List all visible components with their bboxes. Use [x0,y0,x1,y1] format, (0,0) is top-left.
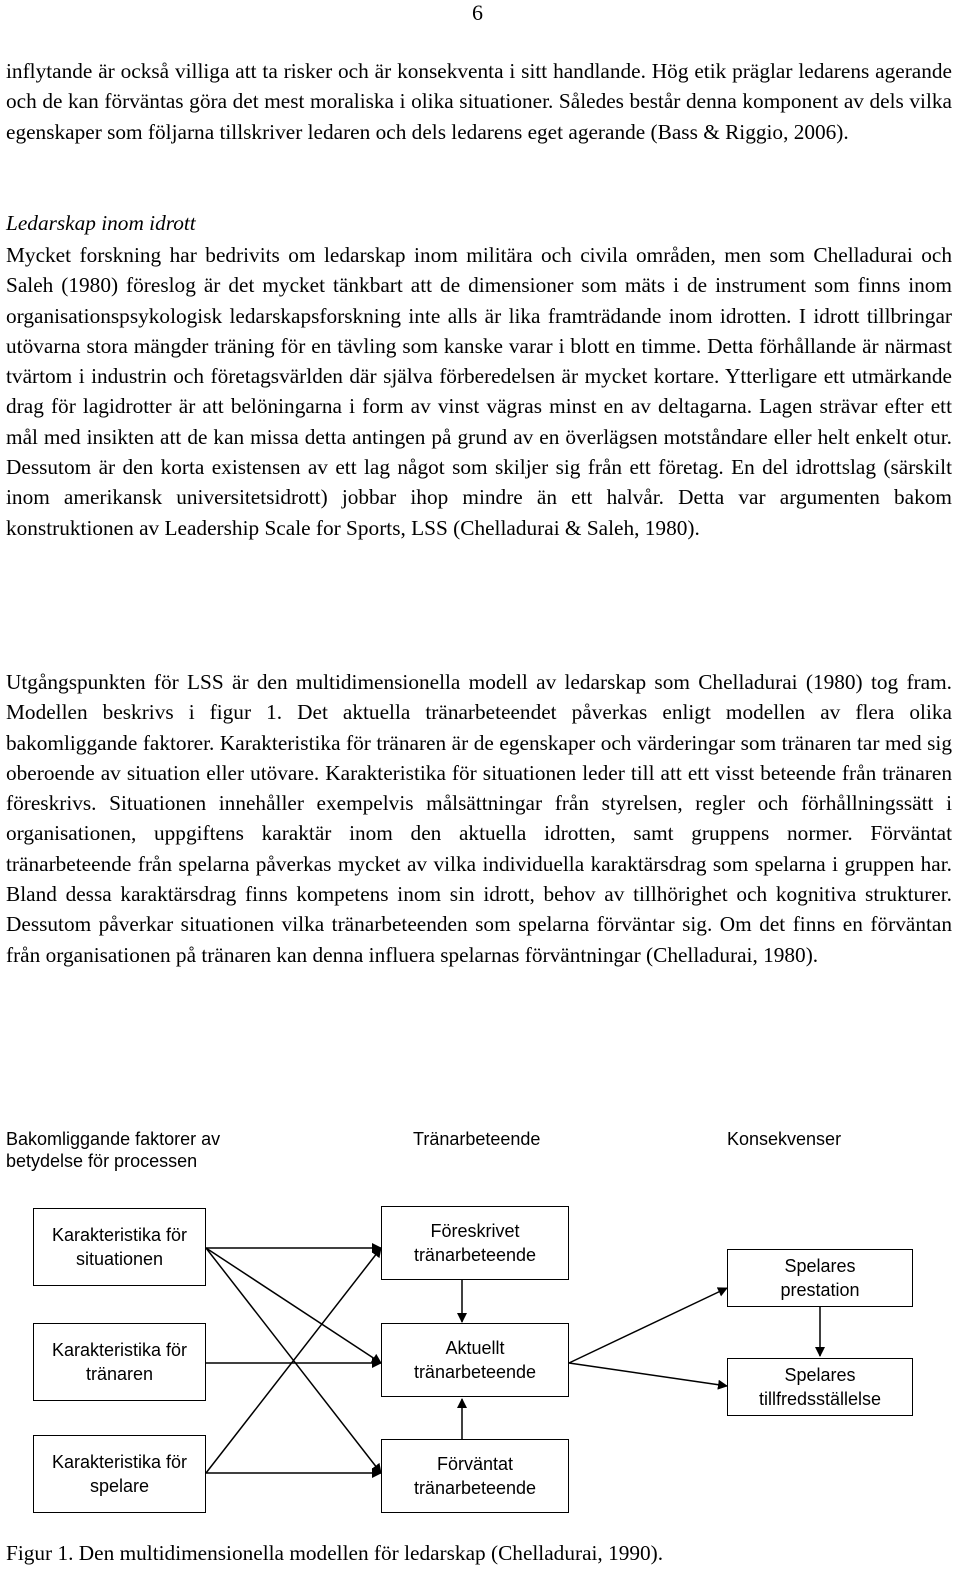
column-label-consequences: Konsekvenser [727,1129,842,1149]
box-coach-characteristics [33,1323,206,1401]
box-text: Aktuellt [445,1338,505,1358]
box-text: situationen [75,1249,164,1269]
column-label-background [6,1128,220,1172]
arrow-actual-performance [569,1288,727,1363]
box-text: Karakteristika för [51,1452,188,1472]
box-text: Karakteristika för [51,1340,188,1360]
box-player-characteristics [33,1435,206,1513]
box-text: tränarbeteende [413,1478,537,1498]
box-text: tränaren [85,1364,154,1384]
box-text: Förväntat [436,1454,514,1474]
box-text: Spelares [784,1256,856,1276]
box-expected-behavior [381,1439,569,1513]
box-player-satisfaction [727,1358,913,1416]
page-number: 6 [472,0,483,25]
box-actual-behavior [381,1323,569,1397]
box-text: Föreskrivet [430,1221,520,1241]
box-text: Spelares [784,1365,856,1385]
column-label-background-line1: Bakomliggande faktorer av [6,1129,221,1149]
box-prescribed-behavior [381,1206,569,1280]
arrow-situation-actual [206,1248,381,1363]
box-text: prestation [780,1280,860,1300]
figure-caption: Figur 1. Den multidimensionella modellen för ledarskap (Chelladurai, 1990). [6,1541,664,1565]
box-text: tillfredsställelse [758,1389,882,1409]
box-text: tränarbeteende [413,1245,537,1265]
box-player-performance [727,1249,913,1307]
section-heading: Ledarskap inom idrott [6,211,196,235]
paragraph-intro: inflytande är också villiga att ta risker och är konsekventa i sitt handlande. Hög etik präglar ledarens agerande och de kan förväntas göra det mest moraliska i olika situationer. Således består denna komponent av dels vilka egenskaper som följarna tillskriver ledaren och dels ledarens eget agerande (Bass & Riggio, 2006). [6,59,952,144]
box-text: tränarbeteende [413,1362,537,1382]
box-text: spelare [89,1476,150,1496]
paragraph-lss-model: Utgångspunkten för LSS är den multidimensionella modell av ledarskap som Chelladurai (1980) tog fram. Modellen beskrivs i figur 1. Det aktuella tränarbeteendet påverkas enligt modellen av flera olika bakomliggande faktorer. Karakteristika för tränaren är de egenskaper och värderingar som tränaren tar med sig oberoende av situation eller utövare. Karakteristika för situationen leder till att ett visst beteende från tränaren föreskrivs. Situationen innehåller exempelvis målsättningar från styrelsen, regler och förhållningssätt i organisationen, uppgiftens karaktär inom den aktuella idrotten, samt gruppens normer. Förväntat tränarbeteende från spelarna påverkas mycket av vilka individuella karaktärsdrag som spelarna i gruppen har. Bland dessa karaktärsdrag finns kompetens inom sin idrott, behov av tillhörighet och kognitiva strukturer. Dessutom påverkar situationen vilka tränarbeteenden som spelarna förväntar sig. Om det finns en förväntan från organisationen på tränaren kan denna influera spelarnas förväntningar (Chelladurai, 1980). [6,670,952,967]
column-label-coach-behavior: Tränarbeteende [413,1129,541,1149]
column-label-background-line2: betydelse för processen [6,1151,198,1171]
arrow-actual-satisfaction [569,1363,727,1386]
box-text: Karakteristika för [51,1225,188,1245]
box-situation-characteristics [33,1208,206,1286]
figure-model-diagram [0,1118,960,1578]
paragraph-sport-leadership: Mycket forskning har bedrivits om ledarskap inom militära och civila områden, men som Chelladurai och Saleh (1980) föreslog är det mycket tänkbart att de dimensioner som mäts i de instrument som finns inom organisationspsykologisk ledarskapsforskning inte alls är lika framträdande inom idrotten. I idrott tillbringar utövarna stora mängder träning för en tävling som kanske varar i blott en timme. Detta förhållande är närmast tvärtom i industrin och företagsvärlden där själva förberedelsen är mycket kortare. Ytterligare ett utmärkande drag för lagidrotter är att belöningarna i form av vinst vägras minst en av deltagarna. Lagen strävar efter ett mål med insikten att de kan missa detta antingen på grund av en överlägsen motståndare eller helt enkelt otur. Dessutom är den korta existensen av ett lag något som skiljer sig från ett företag. En del idrottslag (särskilt inom amerikansk universitetsidrott) jobbar ihop mindre än ett halvår. Detta var argumenten bakom konstruktionen av Leadership Scale for Sports, LSS (Chelladurai & Saleh, 1980). [6,243,952,540]
